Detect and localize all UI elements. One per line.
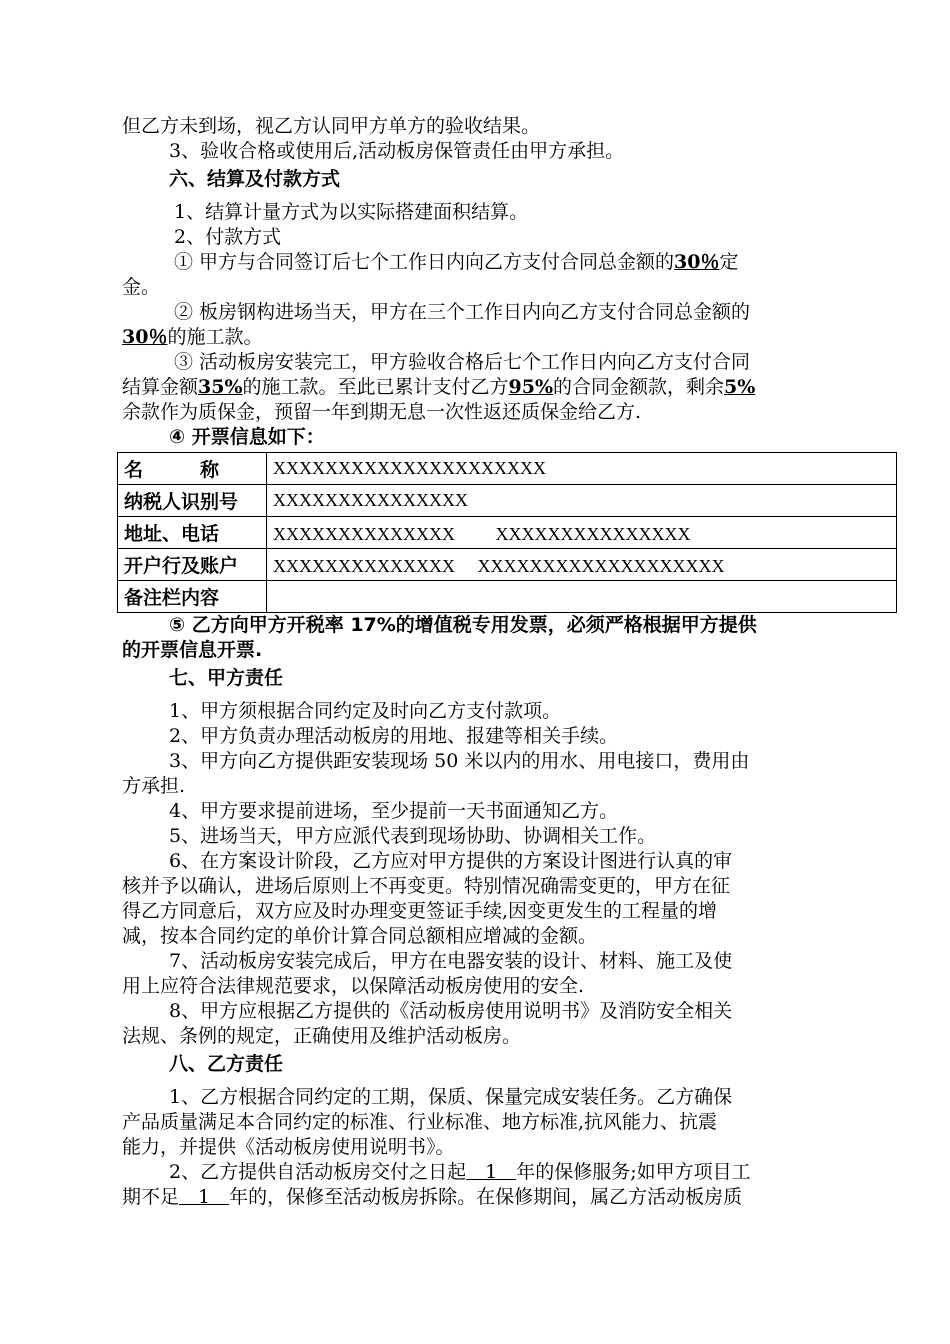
text-line: 30％的施工款。 xyxy=(122,326,263,348)
text-line: 期不足 1 年的，保修至活动板房拆除。在保修期间，属乙方活动板房质 xyxy=(122,1186,743,1208)
text-line: 但乙方未到场，视乙方认同甲方单方的验收结果。 xyxy=(122,115,541,137)
section-heading-8: 八、乙方责任 xyxy=(169,1053,284,1075)
table-key: 开户行及账户 xyxy=(118,549,267,581)
document-page xyxy=(122,114,848,1210)
table-key: 地址、电话 xyxy=(118,517,267,549)
invoice-info-table xyxy=(117,452,897,613)
text-line: 余款作为质保金，预留一年到期无息一次性返还质保金给乙方. xyxy=(122,401,642,423)
section-heading-6: 六、结算及付款方式 xyxy=(169,168,341,190)
table-value: XXXXXXXXXXXXXXXXXXXXX xyxy=(267,453,897,485)
text-line: 核并予以确认，进场后原则上不再变更。特别情况确需变更的，甲方在征 xyxy=(122,875,731,897)
table-row xyxy=(118,485,897,517)
percent-30: 30％ xyxy=(122,326,168,348)
warranty-years: 1 xyxy=(179,1186,230,1208)
table-key: 名 称 xyxy=(118,453,267,485)
text-line: 5、进场当天，甲方应派代表到现场协助、协调相关工作。 xyxy=(169,825,657,847)
text-line: 得乙方同意后，双方应及时办理变更签证手续,因变更发生的工程量的增 xyxy=(122,900,718,922)
percent-5: 5% xyxy=(724,376,756,398)
section-heading-7: 七、甲方责任 xyxy=(169,667,284,689)
table-key: 备注栏内容 xyxy=(118,581,267,613)
text-line: 减，按本合同约定的单价计算合同总额相应增减的金额。 xyxy=(122,925,598,947)
text-line: ② 板房钢构进场当天，甲方在三个工作日内向乙方支付合同总金额的 xyxy=(174,301,751,323)
text-line: 1、甲方须根据合同约定及时向乙方支付款项。 xyxy=(169,700,562,722)
text-line: 2、甲方负责办理活动板房的用地、报建等相关手续。 xyxy=(169,725,619,747)
text-line: ⑤ 乙方向甲方开税率 17%的增值税专用发票，必须严格根据甲方提供 xyxy=(169,614,757,636)
text-line: ③ 活动板房安装完工，甲方验收合格后七个工作日内向乙方支付合同 xyxy=(174,351,751,373)
text-line: 4、甲方要求提前进场，至少提前一天书面通知乙方。 xyxy=(169,800,619,822)
table-key: 纳税人识别号 xyxy=(118,485,267,517)
text-line: 1、乙方根据合同约定的工期，保质、保量完成安装任务。乙方确保 xyxy=(169,1086,733,1108)
text-line: 6、在方案设计阶段，乙方应对甲方提供的方案设计图进行认真的审 xyxy=(169,850,733,872)
text-line: 法规、条例的规定，正确使用及维护活动板房。 xyxy=(122,1025,522,1047)
text-line: 金。 xyxy=(122,276,161,298)
text-line: ① 甲方与合同签订后七个工作日内向乙方支付合同总金额的30％定 xyxy=(174,251,739,273)
table-value: XXXXXXXXXXXXXXX xyxy=(267,485,897,517)
percent-35: 35% xyxy=(198,376,243,398)
table-row xyxy=(118,453,897,485)
text-line: 方承担. xyxy=(122,775,186,797)
text-line: 2、乙方提供自活动板房交付之日起 1 年的保修服务;如甲方项目工 xyxy=(169,1161,751,1183)
text-line: 8、甲方应根据乙方提供的《活动板房使用说明书》及消防安全相关 xyxy=(169,1000,733,1022)
invoice-info-heading: ④ 开票信息如下： xyxy=(169,426,325,448)
text-line: 用上应符合法律规范要求，以保障活动板房使用的安全. xyxy=(122,975,585,997)
table-row xyxy=(118,517,897,549)
table-row xyxy=(118,581,897,613)
percent-95: 95% xyxy=(508,376,554,398)
warranty-years: 1 xyxy=(466,1161,517,1183)
text-line: 产品质量满足本合同约定的标准、行业标准、地方标准,抗风能力、抗震 xyxy=(122,1111,718,1133)
text-line: 的开票信息开票. xyxy=(122,639,263,661)
text-line: 1、结算计量方式为以实际搭建面积结算。 xyxy=(174,201,529,223)
table-row xyxy=(118,549,897,581)
text-line: 7、活动板房安装完成后，甲方在电器安装的设计、材料、施工及使 xyxy=(169,950,733,972)
table-value: XXXXXXXXXXXXXX XXXXXXXXXXXXXXX xyxy=(267,517,897,549)
text-line: 2、付款方式 xyxy=(174,226,282,248)
text-line: 3、验收合格或使用后,活动板房保管责任由甲方承担。 xyxy=(169,140,625,162)
table-value xyxy=(267,581,897,613)
text-line: 结算金额35%的施工款。至此已累计支付乙方95%的合同金额款，剩余5% xyxy=(122,376,756,398)
table-value: XXXXXXXXXXXXXX XXXXXXXXXXXXXXXXXXX xyxy=(267,549,897,581)
text-line: 3、甲方向乙方提供距安装现场 50 米以内的用水、用电接口，费用由 xyxy=(169,750,750,772)
text-line: 能力，并提供《活动板房使用说明书》。 xyxy=(122,1136,455,1158)
percent-30: 30％ xyxy=(674,251,720,273)
